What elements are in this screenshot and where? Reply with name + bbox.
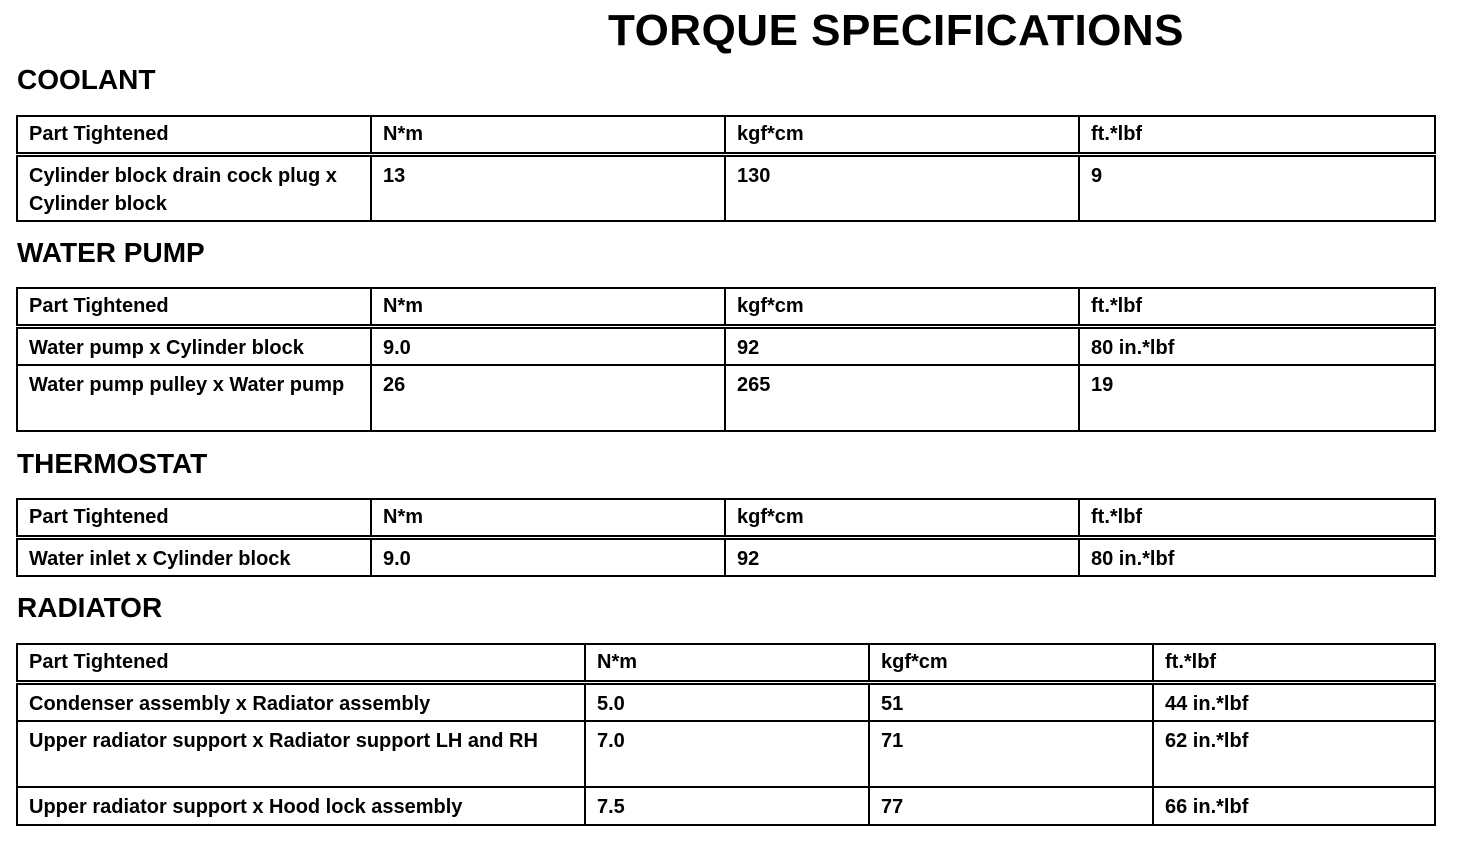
table-row	[17, 787, 1435, 825]
section-heading-radiator: RADIATOR	[17, 592, 163, 623]
table-row	[17, 721, 1435, 787]
cell-part: Condenser assembly x Radiator assembly	[17, 683, 585, 721]
radiator-torque-table	[16, 643, 1436, 826]
water-pump-torque-table	[16, 287, 1436, 432]
header-ft-lbf: ft.*lbf	[1153, 644, 1435, 683]
table-row	[17, 538, 1435, 576]
header-row	[17, 288, 1435, 327]
cell-kgf-cm: 71	[869, 721, 1153, 787]
table-row	[17, 155, 1435, 221]
cell-ft-lbf: 66 in.*lbf	[1153, 787, 1435, 825]
header-kgf-cm: kgf*cm	[725, 499, 1079, 538]
section-heading-coolant: COOLANT	[17, 64, 156, 95]
cell-ft-lbf: 19	[1079, 365, 1435, 431]
cell-kgf-cm: 51	[869, 683, 1153, 721]
cell-nm: 5.0	[585, 683, 869, 721]
cell-part: Water pump x Cylinder block	[17, 327, 371, 365]
cell-kgf-cm: 92	[725, 327, 1079, 365]
cell-ft-lbf: 9	[1079, 155, 1435, 221]
section-heading-water-pump: WATER PUMP	[17, 237, 205, 268]
cell-kgf-cm: 77	[869, 787, 1153, 825]
header-ft-lbf: ft.*lbf	[1079, 288, 1435, 327]
cell-part: Upper radiator support x Radiator support LH and RH	[17, 721, 585, 787]
table-row	[17, 327, 1435, 365]
header-row	[17, 116, 1435, 155]
cell-nm: 7.5	[585, 787, 869, 825]
section-heading-thermostat: THERMOSTAT	[17, 448, 208, 479]
header-nm: N*m	[371, 499, 725, 538]
header-nm: N*m	[371, 288, 725, 327]
header-row	[17, 644, 1435, 683]
cell-ft-lbf: 80 in.*lbf	[1079, 538, 1435, 576]
cell-ft-lbf: 44 in.*lbf	[1153, 683, 1435, 721]
table-row	[17, 365, 1435, 431]
header-kgf-cm: kgf*cm	[725, 116, 1079, 155]
table-header	[17, 288, 1435, 327]
cell-kgf-cm: 92	[725, 538, 1079, 576]
cell-nm: 26	[371, 365, 725, 431]
table-header	[17, 116, 1435, 155]
cell-kgf-cm: 265	[725, 365, 1079, 431]
header-row	[17, 499, 1435, 538]
cell-nm: 9.0	[371, 327, 725, 365]
header-nm: N*m	[371, 116, 725, 155]
cell-part: Upper radiator support x Hood lock assembly	[17, 787, 585, 825]
header-nm: N*m	[585, 644, 869, 683]
cell-nm: 7.0	[585, 721, 869, 787]
table-header	[17, 644, 1435, 683]
header-part-tightened: Part Tightened	[17, 116, 371, 155]
table-row	[17, 683, 1435, 721]
cell-part: Cylinder block drain cock plug x Cylinder block	[17, 155, 371, 221]
header-kgf-cm: kgf*cm	[725, 288, 1079, 327]
cell-ft-lbf: 80 in.*lbf	[1079, 327, 1435, 365]
coolant-torque-table	[16, 115, 1436, 222]
header-part-tightened: Part Tightened	[17, 288, 371, 327]
header-ft-lbf: ft.*lbf	[1079, 116, 1435, 155]
header-part-tightened: Part Tightened	[17, 644, 585, 683]
thermostat-torque-table	[16, 498, 1436, 577]
cell-part: Water inlet x Cylinder block	[17, 538, 371, 576]
cell-nm: 9.0	[371, 538, 725, 576]
table-header	[17, 499, 1435, 538]
header-part-tightened: Part Tightened	[17, 499, 371, 538]
page-title: TORQUE SPECIFICATIONS	[608, 6, 1185, 55]
header-kgf-cm: kgf*cm	[869, 644, 1153, 683]
cell-ft-lbf: 62 in.*lbf	[1153, 721, 1435, 787]
cell-nm: 13	[371, 155, 725, 221]
cell-kgf-cm: 130	[725, 155, 1079, 221]
cell-part: Water pump pulley x Water pump	[17, 365, 371, 431]
header-ft-lbf: ft.*lbf	[1079, 499, 1435, 538]
